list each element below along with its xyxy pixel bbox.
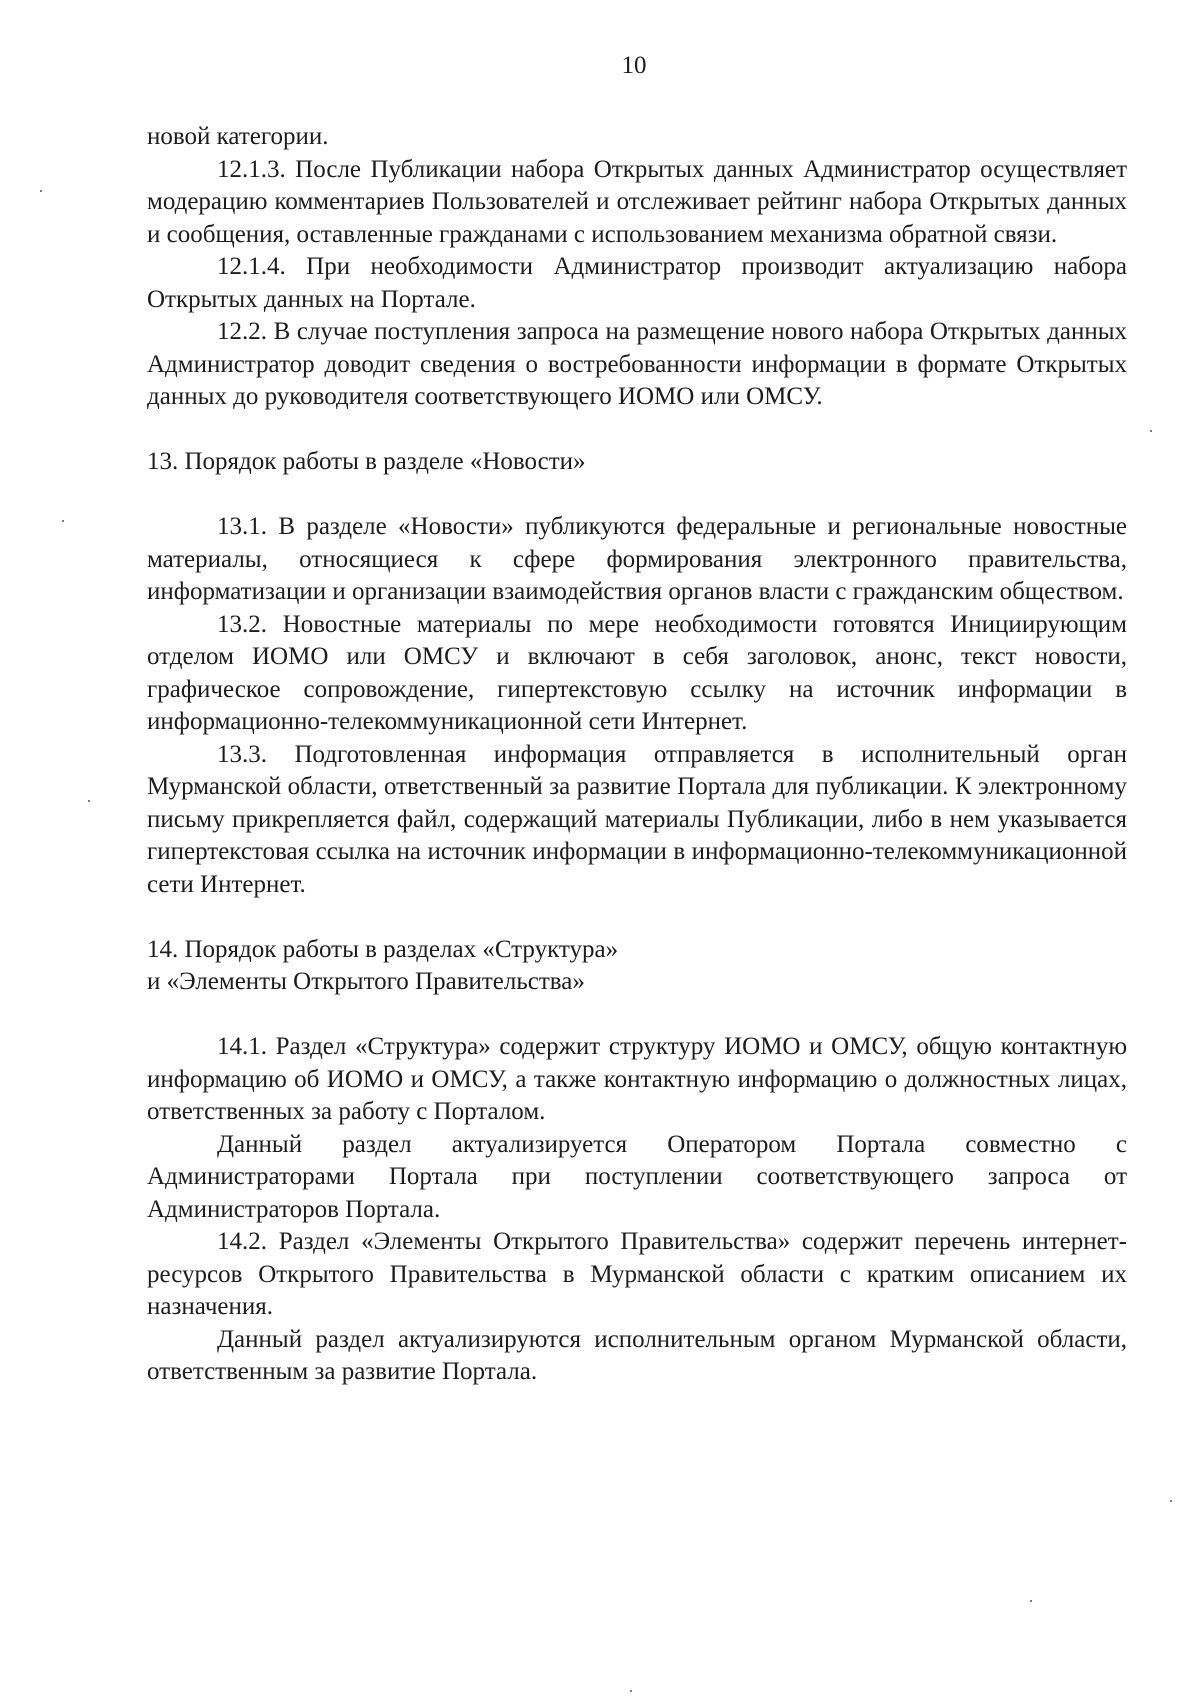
paragraph-14-2: 14.2. Раздел «Элементы Открытого Правительства» содержит перечень интернет-ресурсов Открытого Правительства в Мурманской области с кратким описанием их назначения.	[147, 1228, 1127, 1320]
page-number: 10	[621, 52, 647, 79]
paragraph-continuation: новой категории.	[147, 123, 329, 150]
scan-speck	[630, 1690, 632, 1692]
paragraph-13-3: 13.3. Подготовленная информация отправляется в исполнительный орган Мурманской области, ответственный за развитие Портала для публикации. К электронному письму прикрепляется файл, содержащий материалы Публикации, либо в нем указывается гипертекстовая ссылка на источник информации в информационно-телекоммуникационной сети Интернет.	[147, 740, 1127, 898]
scan-speck	[1150, 430, 1152, 432]
paragraph-12-2: 12.2. В случае поступления запроса на размещение нового набора Открытых данных Администратор доводит сведения о востребованности информации в формате Открытых данных до руководителя соответствующего ИОМО или ОМСУ.	[147, 318, 1127, 410]
paragraph-14-2-note: Данный раздел актуализируются исполнительным органом Мурманской области, ответственным за развитие Портала.	[147, 1325, 1127, 1385]
paragraph-12-1-4: 12.1.4. При необходимости Администратор производит актуализацию набора Открытых данных на Портале.	[147, 253, 1127, 313]
scan-speck	[1170, 1500, 1172, 1502]
spacer	[147, 999, 1127, 1032]
section-14-heading-line-2: и «Элементы Открытого Правительства»	[147, 968, 585, 995]
paragraph-14-1: 14.1. Раздел «Структура» содержит структуру ИОМО и ОМСУ, общую контактную информацию об ИОМО и ОМСУ, а также контактную информацию о должностных лицах, ответственных за работу с Порталом.	[147, 1033, 1127, 1125]
document-body	[147, 121, 1127, 1389]
paragraph-13-1: 13.1. В разделе «Новости» публикуются федеральные и региональные новостные материалы, относящиеся к сфере формирования электронного правительства, информатизации и организации взаимодействия органов власти с гражданским обществом.	[147, 513, 1127, 605]
scan-speck	[88, 800, 90, 802]
spacer	[147, 414, 1127, 447]
paragraph-13-2: 13.2. Новостные материалы по мере необходимости готовятся Инициирующим отделом ИОМО или ОМСУ и включают в себя заголовок, анонс, текст новости, графическое сопровождение, гипертекстовую ссылку на источник информации в информационно-телекоммуникационной сети Интернет.	[147, 610, 1127, 735]
paragraph-14-1-note: Данный раздел актуализируется Оператором Портала совместно с Администраторами Портала при поступлении соответствующего запроса от Администраторов Портала.	[147, 1130, 1127, 1223]
scan-speck	[62, 520, 64, 522]
paragraph-12-1-3: 12.1.3. После Публикации набора Открытых данных Администратор осуществляет модерацию комментариев Пользователей и отслеживает рейтинг набора Открытых данных и сообщения, оставленные гражданами с использованием механизма обратной связи.	[147, 155, 1127, 248]
spacer	[147, 479, 1127, 512]
spacer	[147, 901, 1127, 934]
scan-speck	[1030, 1600, 1032, 1602]
scan-speck	[40, 190, 42, 192]
section-13-heading: 13. Порядок работы в разделе «Новости»	[147, 448, 586, 475]
section-14-heading-line-1: 14. Порядок работы в разделах «Структура»	[147, 935, 619, 963]
